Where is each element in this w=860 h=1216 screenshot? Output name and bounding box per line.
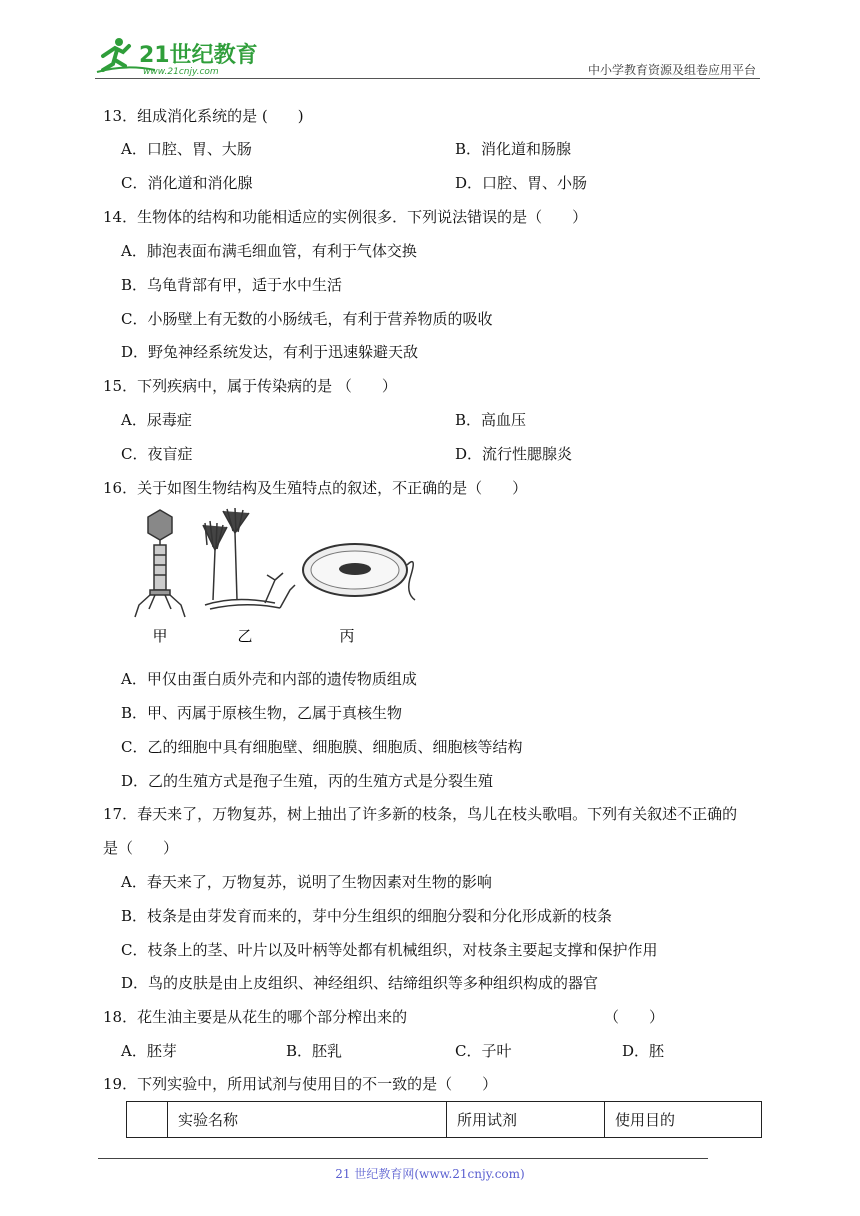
q16-option-d: D．乙的生殖方式是孢子生殖，丙的生殖方式是分裂生殖 (121, 772, 494, 790)
platform-title: 中小学教育资源及组卷应用平台 (587, 63, 756, 77)
q16-option-a: A．甲仅由蛋白质外壳和内部的遗传物质组成 (121, 670, 417, 688)
question-15: 15．下列疾病中，属于传染病的是 （ ） (103, 377, 397, 395)
q13-option-c: C．消化道和消化腺 (121, 174, 253, 192)
q14-option-c: C．小肠壁上有无数的小肠绒毛，有利于营养物质的吸收 (121, 310, 493, 328)
q18-option-d: D．胚 (622, 1042, 665, 1060)
table-header-purpose: 使用目的 (605, 1102, 762, 1138)
q15-option-a: A．尿毒症 (121, 411, 192, 429)
q18-answer-paren: （ ） (604, 1008, 665, 1026)
header-divider (95, 78, 760, 79)
svg-text:www.21cnjy.com: www.21cnjy.com (143, 67, 219, 77)
q13-option-a: A．口腔、胃、大肠 (121, 140, 252, 158)
question-17-cont: 是（ ） (103, 839, 179, 857)
q18-option-a: A．胚芽 (121, 1042, 177, 1060)
q15-option-d: D．流行性腮腺炎 (455, 445, 573, 463)
svg-text:21世纪教育: 21世纪教育 (139, 43, 258, 68)
figure-label-bing: 丙 (339, 627, 355, 645)
site-logo (95, 34, 265, 78)
figure-label-jia: 甲 (152, 627, 168, 645)
question-19: 19．下列实验中，所用试剂与使用目的不一致的是（ ） (103, 1075, 498, 1093)
q15-option-c: C．夜盲症 (121, 445, 193, 463)
table-header-reagent: 所用试剂 (447, 1102, 605, 1138)
question-17: 17．春天来了，万物复苏，树上抽出了许多新的枝条，鸟儿在枝头歌唱。下列有关叙述不正确的 (103, 805, 738, 823)
q14-option-d: D．野兔神经系统发达，有利于迅速躲避天敌 (121, 343, 419, 361)
bacteriophage-icon (135, 510, 185, 617)
q16-option-c: C．乙的细胞中具有细胞壁、细胞膜、细胞质、细胞核等结构 (121, 738, 523, 756)
organism-figure (125, 505, 425, 650)
q17-option-a: A．春天来了，万物复苏，说明了生物因素对生物的影响 (121, 873, 492, 891)
q16-option-b: B．甲、丙属于原核生物，乙属于真核生物 (121, 704, 403, 722)
question-14: 14．生物体的结构和功能相适应的实例很多．下列说法错误的是（ ） (103, 208, 588, 226)
q14-option-b: B．乌龟背部有甲，适于水中生活 (121, 276, 343, 294)
bacterium-icon (303, 544, 415, 600)
footer-divider (98, 1158, 708, 1159)
question-18: 18．花生油主要是从花生的哪个部分榨出来的 (103, 1008, 408, 1026)
q18-option-c: C．子叶 (455, 1042, 512, 1060)
q17-option-c: C．枝条上的茎、叶片以及叶柄等处都有机械组织，对枝条主要起支撑和保护作用 (121, 941, 658, 959)
table-header-name: 实验名称 (168, 1102, 447, 1138)
figure-label-yi: 乙 (237, 627, 253, 645)
table-row (127, 1102, 762, 1138)
question-16: 16．关于如图生物结构及生殖特点的叙述，不正确的是（ ） (103, 479, 528, 497)
question-13: 13．组成消化系统的是 ( ) (103, 107, 304, 125)
mold-icon (203, 508, 295, 609)
experiment-table (126, 1101, 762, 1138)
q18-option-b: B．胚乳 (286, 1042, 343, 1060)
q13-option-b: B．消化道和肠腺 (455, 140, 572, 158)
q17-option-d: D．鸟的皮肤是由上皮组织、神经组织、结缔组织等多种组织构成的器官 (121, 974, 599, 992)
q13-option-d: D．口腔、胃、小肠 (455, 174, 588, 192)
footer-text: 21 世纪教育网(www.21cnjy.com) (335, 1167, 525, 1181)
q15-option-b: B．高血压 (455, 411, 527, 429)
q17-option-b: B．枝条是由芽发育而来的，芽中分生组织的细胞分裂和分化形成新的枝条 (121, 907, 613, 925)
q14-option-a: A．肺泡表面布满毛细血管，有利于气体交换 (121, 242, 417, 260)
table-header-index (127, 1102, 168, 1138)
